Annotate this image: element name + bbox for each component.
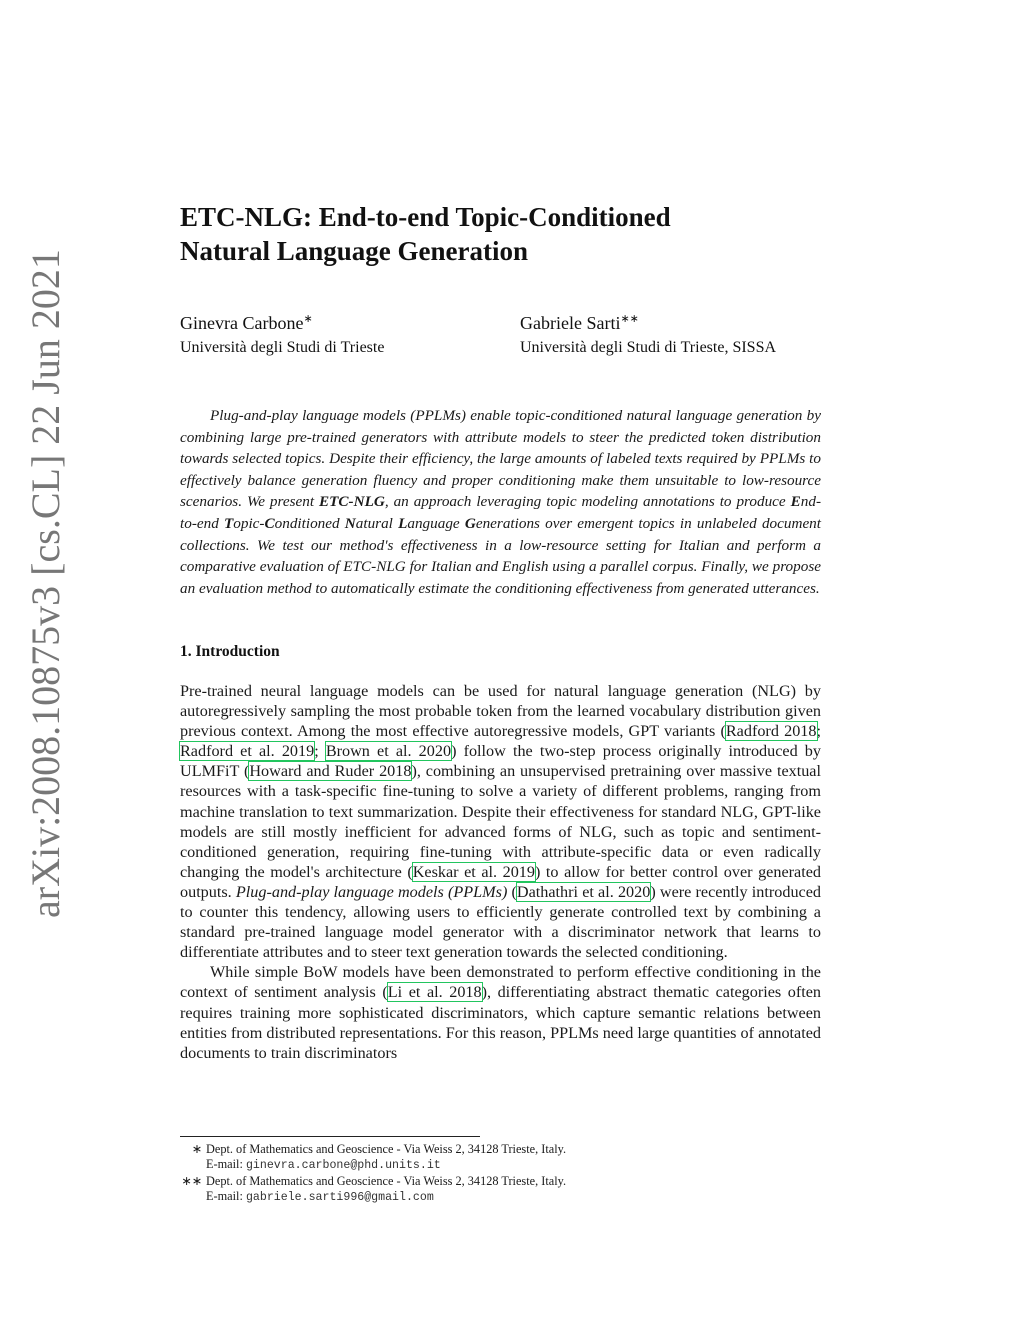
acronym-letter: N (344, 514, 356, 532)
paper-title (180, 200, 830, 268)
emphasized-term: Plug-and-play language models (PPLMs) (235, 882, 508, 901)
author-footnote-mark[interactable]: ∗ (303, 313, 313, 325)
footnote-text (206, 1142, 821, 1174)
abstract (180, 405, 821, 599)
body-text: ), combining an unsupervised pretraining over massive textual resources with a task-specific fine-tuning to solve a variety of different problems, ranging from machine translation to text summarization. Despite their effectiveness for standard NLG, GPT-like models are still mostly inefficient for advanced forms of NLG, such as topic and sentiment-conditioned generation, requiring fine-tuning with attribute-specific data or even radically changing the model's architecture ( (180, 762, 821, 881)
author-footnote-mark[interactable]: ∗∗ (620, 313, 639, 325)
footnote-mark: ∗ (191, 1142, 202, 1156)
abstract-text: opic- (233, 514, 265, 532)
paragraph (180, 681, 821, 962)
acronym-letter: E (790, 493, 801, 511)
author-name (180, 310, 384, 336)
abstract-text: Plug-and-play language models (PPLMs) enable topic-conditioned natural language generation by combining large pre-trained generators with attribute models to steer the predicted token distribution towards selected topics. Despite their efficiency, the large amounts of labeled texts required by PPLMs to effectively balance generation fluency and proper conditioning make them unsuitable to low-resource scenarios. We present (180, 407, 821, 511)
footnote-mark: ∗∗ (181, 1173, 202, 1188)
footnote-divider (180, 1136, 480, 1137)
email-label: E-mail: (206, 1189, 246, 1204)
citation-link[interactable]: Keskar et al. 2019 (412, 862, 535, 881)
citation-link[interactable]: Radford 2018 (725, 722, 817, 741)
body-text: ) to allow for better control over generated outputs. (180, 862, 821, 901)
footnote (180, 1174, 821, 1206)
acronym-letter: G (464, 514, 476, 532)
body-text: While simple BoW models have been demonstrated to perform effective conditioning in the context of sentiment analysis ( (180, 963, 821, 1002)
abstract-text: , an approach leveraging topic modeling annotations to produce (384, 493, 791, 511)
footnote-address: Dept. of Mathematics and Geoscience - Via Weiss 2, 34128 Trieste, Italy. (206, 1142, 567, 1156)
section-body (180, 681, 821, 1063)
author-name-text: Gabriele Sarti (520, 313, 621, 333)
citation-link[interactable]: Howard and Ruder 2018 (249, 762, 412, 781)
acronym-letter: L (398, 514, 408, 532)
author-1 (180, 310, 384, 360)
email-label: E-mail: (206, 1157, 246, 1172)
acronym-letter: C (264, 514, 275, 532)
body-text: ) follow the two-step process originally introduced by ULMFiT ( (180, 742, 821, 781)
section-heading: 1. Introduction (180, 643, 280, 660)
citation-link[interactable]: Li et al. 2018 (387, 983, 482, 1002)
email-link[interactable]: ginevra.carbone@phd.units.it (245, 1159, 441, 1173)
footnote-text (206, 1174, 821, 1206)
footnotes (180, 1142, 821, 1206)
citation-link[interactable]: Radford et al. 2019 (180, 742, 315, 761)
abstract-method-name: ETC-NLG (319, 493, 385, 511)
body-text: Pre-trained neural language models can be used for natural language generation (NLG) by autoregressively sampling the most probable token from the learned vocabulary distribution given previous context. Among the most effective autoregressive models, GPT variants ( (180, 682, 821, 741)
abstract-text: anguage (407, 514, 465, 532)
citation-link[interactable]: Dathathri et al. 2020 (516, 882, 651, 901)
footnote-address: Dept. of Mathematics and Geoscience - Via Weiss 2, 34128 Trieste, Italy. (206, 1173, 567, 1188)
body-text: ; (816, 722, 821, 741)
title-line-1: ETC-NLG: End-to-end Topic-Conditioned (180, 202, 671, 232)
title-line-2: Natural Language Generation (180, 236, 528, 266)
body-text: ) were recently introduced to counter this tendency, allowing users to efficiently generate controlled text by combining a standard pre-trained language model generator with a discriminator network that learns to differentiate attributes and to steer text generation towards the selected conditioning. (180, 882, 822, 962)
body-text: ), differentiating abstract thematic categories often requires training more sophisticated discriminators, which capture semantic relations between entities from distributed representations. For this reason, PPLMs need large quantities of annotated documents to train discriminators (180, 983, 821, 1062)
citation-link[interactable]: Brown et al. 2020 (325, 742, 452, 761)
email-link[interactable]: gabriele.sarti996@gmail.com (245, 1191, 434, 1205)
author-affiliation: Università degli Studi di Trieste (180, 339, 385, 356)
abstract-text: nd-to-end (180, 493, 821, 532)
acronym-letter: T (223, 514, 234, 532)
arxiv-identifier: arXiv:2008.10875v3 [cs.CL] 22 Jun 2021 (23, 249, 68, 918)
abstract-text: enerations over emergent topics in unlabeled document collections. We test our method's effectiveness in a low-resource setting for Italian and perform a comparative evaluation of ETC-NLG for Italian and English using a parallel corpus. Finally, we propose an evaluation method to automatically estimate the conditioning effectiveness from generated utterances. (180, 514, 821, 597)
author-affiliation: Università degli Studi di Trieste, SISSA (520, 339, 777, 356)
author-name (520, 310, 776, 336)
author-2 (520, 310, 776, 360)
body-text: ; (314, 742, 326, 761)
paragraph (180, 962, 821, 1062)
abstract-text: atural (355, 514, 399, 532)
footnote (180, 1142, 821, 1174)
body-text: ( (507, 882, 517, 901)
author-name-text: Ginevra Carbone (180, 313, 304, 333)
abstract-text: onditioned (274, 514, 345, 532)
